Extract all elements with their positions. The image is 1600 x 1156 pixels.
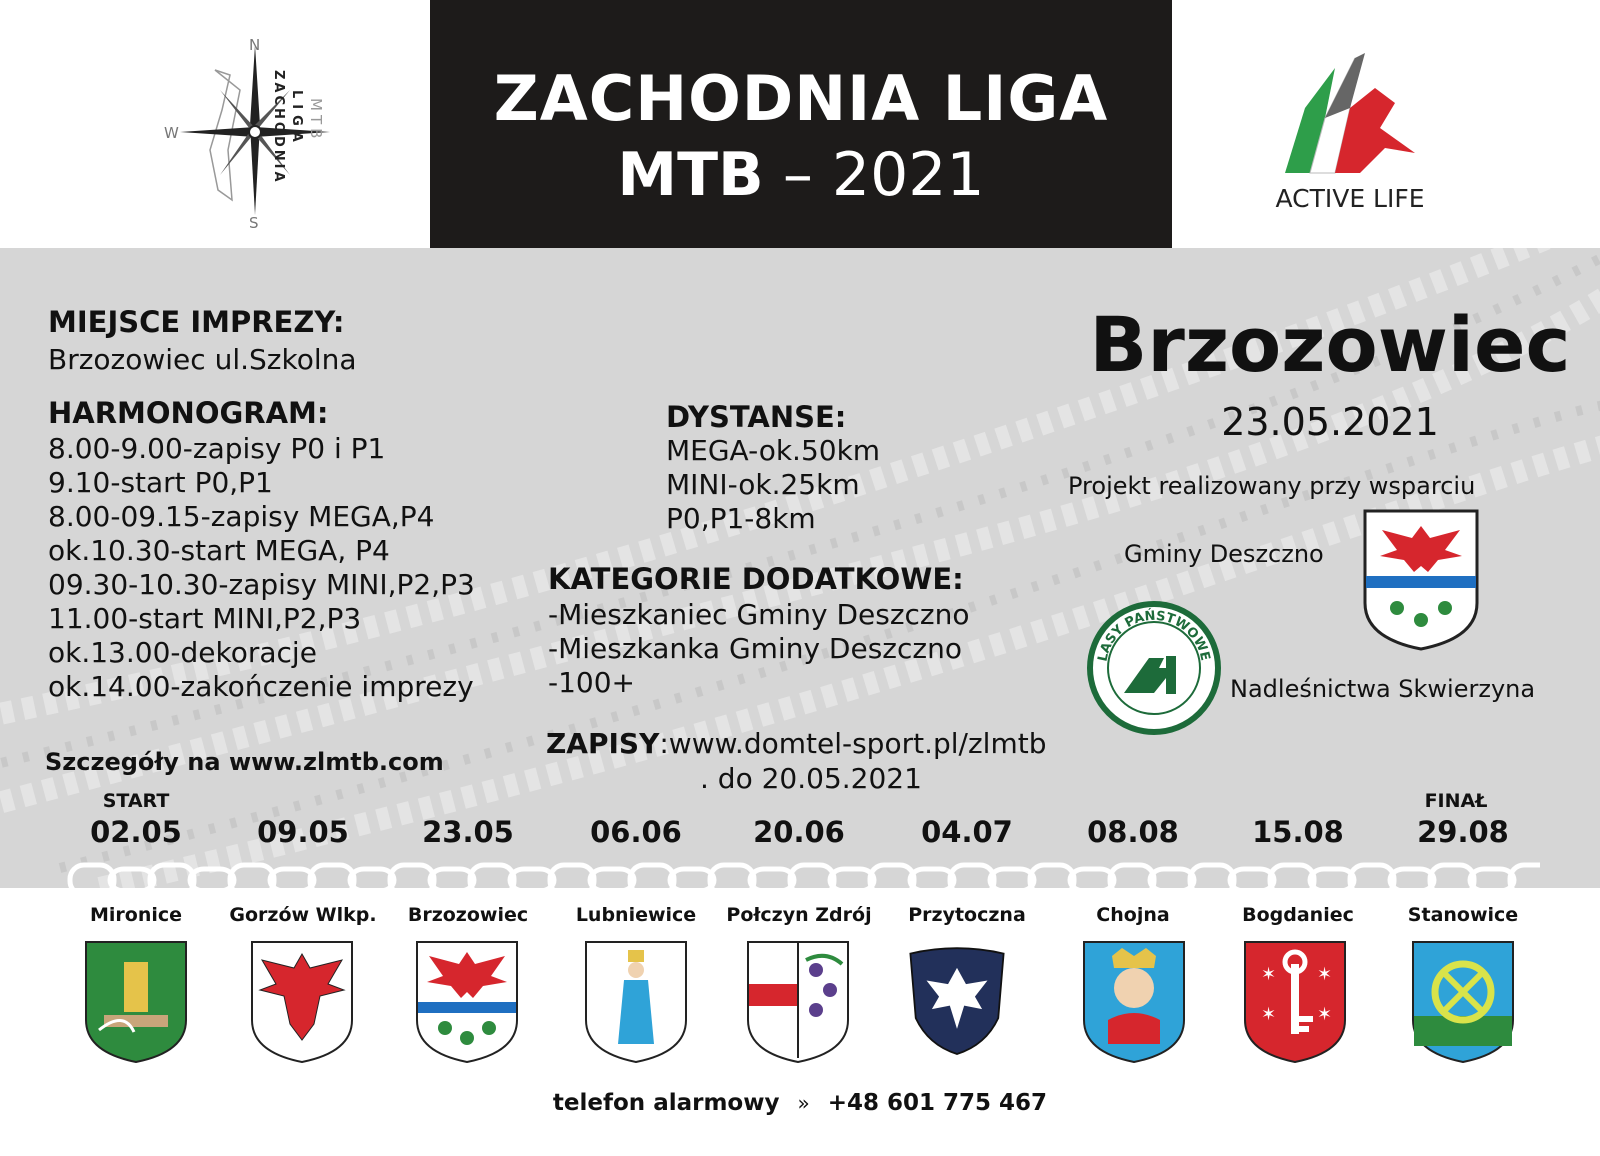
chain-link bbox=[230, 865, 274, 895]
distances-heading: DYSTANSE: bbox=[666, 400, 847, 434]
bike-chain-divider bbox=[60, 855, 1540, 905]
schedule-list bbox=[48, 432, 475, 704]
polczyn-zdroj-crest-icon bbox=[746, 940, 850, 1064]
place-value: Brzozowiec ul.Szkolna bbox=[48, 343, 357, 376]
chain-link bbox=[150, 865, 194, 895]
chain-link bbox=[470, 865, 514, 895]
support-forest: Nadleśnictwa Skwierzyna bbox=[1230, 675, 1536, 703]
stanowice-crest-icon bbox=[1411, 940, 1515, 1064]
chain-link bbox=[510, 869, 554, 891]
schedule-item: 8.00-09.15-zapisy MEGA,P4 bbox=[48, 500, 435, 533]
chain-link bbox=[630, 865, 674, 895]
chain-link bbox=[550, 865, 594, 895]
svg-text:✶: ✶ bbox=[1317, 964, 1333, 985]
categories-heading: KATEGORIE DODATKOWE: bbox=[548, 562, 964, 596]
race-date: 15.08 bbox=[1252, 815, 1344, 849]
deszczno-crest-icon bbox=[1362, 508, 1480, 652]
chain-link bbox=[1430, 865, 1474, 895]
city-title: Brzozowiec bbox=[1089, 300, 1571, 389]
chain-link bbox=[1270, 865, 1314, 895]
compass-word-zachodnia: ZACHODNIA bbox=[271, 70, 286, 185]
schedule-item: 8.00-9.00-zapisy P0 i P1 bbox=[48, 432, 386, 465]
chain-link bbox=[1070, 869, 1114, 891]
signup-line bbox=[546, 727, 1046, 760]
categories-list bbox=[548, 598, 970, 700]
chain-link bbox=[310, 865, 354, 895]
title-mtb: MTB bbox=[617, 140, 764, 210]
compass-letter-w: W bbox=[164, 124, 179, 142]
chain-link bbox=[70, 865, 114, 895]
chain-link bbox=[350, 869, 394, 891]
support-gmina: Gminy Deszczno bbox=[1124, 540, 1324, 568]
chain-link bbox=[1390, 869, 1434, 891]
town-name: Połczyn Zdrój bbox=[726, 904, 872, 926]
chain-link bbox=[110, 869, 154, 891]
signup-url[interactable]: :www.domtel-sport.pl/zlmtb bbox=[659, 727, 1047, 760]
schedule-item: ok.10.30-start MEGA, P4 bbox=[48, 534, 390, 567]
lasy-panstwowe-logo bbox=[1084, 598, 1224, 738]
schedule-heading: HARMONOGRAM: bbox=[48, 396, 329, 430]
compass-word-liga: LIGA bbox=[289, 90, 304, 148]
signup-deadline: . do 20.05.2021 bbox=[700, 762, 922, 795]
town-name: Brzozowiec bbox=[407, 904, 529, 926]
svg-text:✶: ✶ bbox=[1317, 1004, 1333, 1025]
chain-link bbox=[750, 869, 794, 891]
race-date: 29.08 bbox=[1417, 815, 1509, 849]
place-heading: MIEJSCE IMPREZY: bbox=[48, 305, 345, 339]
signup-label: ZAPISY bbox=[546, 727, 660, 760]
title-banner bbox=[430, 0, 1172, 248]
town-name: Stanowice bbox=[1407, 904, 1519, 926]
chain-link bbox=[1190, 865, 1234, 895]
chain-link bbox=[270, 869, 314, 891]
title-line-2 bbox=[430, 140, 1172, 210]
town-name: Przytoczna bbox=[908, 904, 1026, 926]
category-item: -Mieszkanka Gminy Deszczno bbox=[548, 632, 962, 665]
chain-link bbox=[910, 869, 954, 891]
mironice-crest-icon bbox=[84, 940, 188, 1064]
town-name: Chojna bbox=[1096, 904, 1170, 926]
race-date: 09.05 bbox=[257, 815, 349, 849]
start-label: START bbox=[102, 790, 170, 812]
chain-link bbox=[950, 865, 994, 895]
chain-link bbox=[1150, 869, 1194, 891]
schedule-item: 09.30-10.30-zapisy MINI,P2,P3 bbox=[48, 568, 475, 601]
compass-letter-s: S bbox=[249, 214, 259, 230]
race-date: 20.06 bbox=[753, 815, 845, 849]
zlmtb-compass-logo bbox=[160, 30, 350, 230]
compass-word-mtb: MTB bbox=[307, 98, 325, 143]
chain-link bbox=[710, 865, 754, 895]
distance-item: P0,P1-8km bbox=[666, 502, 816, 535]
chojna-crest-icon bbox=[1082, 940, 1186, 1064]
chain-link bbox=[190, 869, 234, 891]
compass-letter-n: N bbox=[249, 36, 261, 54]
distance-item: MINI-ok.25km bbox=[666, 468, 860, 501]
final-label: FINAŁ bbox=[1424, 790, 1488, 812]
chain-link bbox=[430, 869, 474, 891]
chain-link bbox=[1230, 869, 1274, 891]
event-date: 23.05.2021 bbox=[1221, 400, 1439, 444]
category-item: -Mieszkaniec Gminy Deszczno bbox=[548, 598, 970, 631]
details-link[interactable]: Szczegóły na www.zlmtb.com bbox=[45, 748, 444, 776]
sponsor-name: ACTIVE LIFE bbox=[1275, 184, 1425, 213]
lubniewice-crest-icon bbox=[584, 940, 688, 1064]
support-text: Projekt realizowany przy wsparciu bbox=[1068, 472, 1476, 500]
chain-link bbox=[1350, 865, 1394, 895]
svg-text:✶: ✶ bbox=[1261, 964, 1277, 985]
przytoczna-crest-icon bbox=[905, 940, 1009, 1064]
town-name: Lubniewice bbox=[575, 904, 697, 926]
chain-link bbox=[1470, 869, 1514, 891]
gorzow-crest-icon bbox=[250, 940, 354, 1064]
race-date: 04.07 bbox=[921, 815, 1013, 849]
svg-text:✶: ✶ bbox=[1261, 1004, 1277, 1025]
header bbox=[0, 0, 1600, 248]
chain-link bbox=[870, 865, 914, 895]
chain-link bbox=[830, 869, 874, 891]
chain-link bbox=[1030, 865, 1074, 895]
active-life-logo bbox=[1265, 48, 1435, 183]
schedule-item: 11.00-start MINI,P2,P3 bbox=[48, 602, 362, 635]
town-name: Mironice bbox=[89, 904, 183, 926]
category-item: -100+ bbox=[548, 666, 636, 699]
emergency-phone bbox=[0, 1090, 1600, 1116]
race-date: 06.06 bbox=[590, 815, 682, 849]
distances-list bbox=[666, 434, 880, 536]
chain-link bbox=[390, 865, 434, 895]
chain-link bbox=[790, 865, 834, 895]
race-date: 23.05 bbox=[422, 815, 514, 849]
chain-link bbox=[590, 869, 634, 891]
chain-link bbox=[990, 869, 1034, 891]
forest-logo-text: LASY PAŃSTWOWE bbox=[1095, 608, 1213, 663]
town-name: Gorzów Wlkp. bbox=[229, 904, 377, 926]
phone-separator: » bbox=[797, 1091, 810, 1115]
chain-link bbox=[1310, 869, 1354, 891]
title-year: – 2021 bbox=[763, 140, 985, 210]
chain-link bbox=[670, 869, 714, 891]
title-line-1: ZACHODNIA LIGA bbox=[493, 62, 1109, 135]
schedule-item: ok.14.00-zakończenie imprezy bbox=[48, 670, 474, 703]
phone-label: telefon alarmowy bbox=[552, 1090, 780, 1116]
race-date: 02.05 bbox=[90, 815, 182, 849]
bogdaniec-crest-icon bbox=[1243, 940, 1347, 1064]
race-date: 08.08 bbox=[1087, 815, 1179, 849]
distance-item: MEGA-ok.50km bbox=[666, 434, 881, 467]
schedule-item: 9.10-start P0,P1 bbox=[48, 466, 273, 499]
schedule-item: ok.13.00-dekoracje bbox=[48, 636, 317, 669]
phone-number[interactable]: +48 601 775 467 bbox=[827, 1090, 1048, 1116]
brzozowiec-crest-icon bbox=[415, 940, 519, 1064]
town-name: Bogdaniec bbox=[1242, 904, 1354, 926]
chain-link bbox=[1110, 865, 1154, 895]
